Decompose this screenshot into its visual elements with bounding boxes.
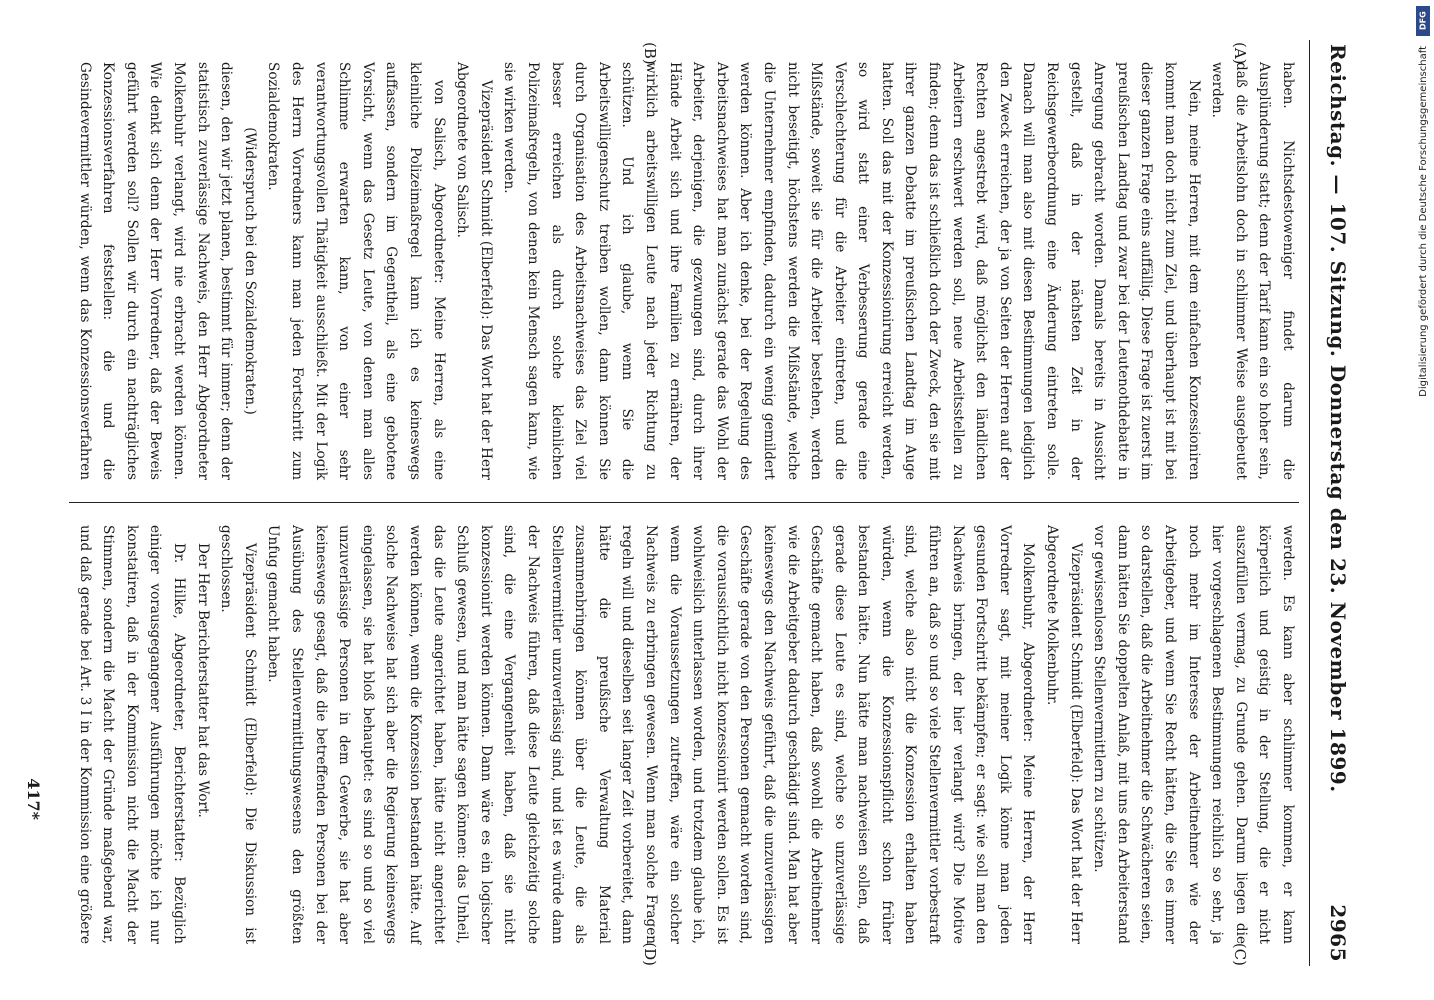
paragraph: (Widerspruch bei den Sozialdemokraten.) — [241, 127, 258, 415]
margin-marker-d: (D) — [641, 942, 659, 966]
paragraph: haben. Nichtsdestoweniger findet darum die Ausplünderung statt; denn der Tarif kann ein so hoher sein, daß die Arbeitslohn doch in schlimmer Weise ausgebeutet werden. — [1209, 62, 1296, 480]
margin-marker-c: (C) — [1231, 942, 1249, 966]
dfg-logo-icon: DFG — [1416, 6, 1430, 36]
paragraph: Vizepräsident Schmidt (Elberfeld): Das Wort hat der Herr Abgeordnete von Salisch. — [454, 62, 494, 480]
document-page — [10, 0, 1380, 1000]
margin-marker-b: (B) — [641, 42, 659, 65]
credit-strip — [1412, 0, 1434, 1000]
credit-text: Digitalisierung gefördert durch die Deutsche Forschungsgemeinschaft — [1417, 46, 1429, 397]
paragraph: Dr. Hilke, Abgeordneter, Berichterstatter: Bezüglich einiger vorausgegangener Ausführungen möchte ich nur konstatiren, daß in der Kommission nicht die Macht der Stimmen, sondern die Macht der Gründe maßgebend war, und daß gerade bei Art. 3 I in der Kommission eine größere — [76, 525, 188, 944]
paragraph: diesen, den wir jetzt planen, bestimmt für immer; denn der statistisch zuverlässige Nachweis, den Herr Abgeordneter Molkenbuhr verlangt, wird nie erbracht werden können. Wie denkt sich denn der Herr Vorredner, daß der Beweis geführt werden soll? Sollen wir durch ein nachträgliches Konzessionsverfahren feststellen: die und die Gesindevermittler würden, wenn das Konzessionsverfahren — [76, 62, 235, 480]
paragraph: werden. Es kann aber schlimmer kommen, er kann körperlich und geistig in der Stellung, die er nicht auszufüllen vermag, zu Grunde gehen. Darum liegen die hier vorgeschlagenen Bestimmungen reichlich so sehr, ja noch mehr im Interesse der Arbeitnehmer wie der Arbeitgeber, und wenn Sie Recht hätten, die Sie es immer so darstellen, daß die Arbeitnehmer die Schwächeren seien, dann hätten Sie doppelten Anlaß, mit uns den Arbeiterstand vor gewissenlosen Stellenvermittlern zu schützen. — [1091, 525, 1296, 944]
header-title: Reichstag. — 107. Sitzung. Donnerstag den 23. November 1899. — [1326, 44, 1350, 793]
paragraph: Vizepräsident Schmidt (Elberfeld): Das Wort hat der Herr Abgeordnete Molkenbuhr. — [1044, 525, 1084, 944]
margin-marker-a: (A) — [1231, 42, 1249, 65]
paragraph: Vizepräsident Schmidt (Elberfeld): Die Diskussion ist geschlossen. — [218, 525, 258, 944]
left-column — [69, 40, 1299, 503]
paragraph: Nein, meine Herren, mit dem einfachen Konzessioniren kommt man doch nicht zum Ziel, und überhaupt ist mit bei dieser ganzen Frage eins auffällig. Diese Frage ist zuerst im preußischen Landtag und zwar bei der Leutenothdebatte in Anregung gebracht worden. Damals bereits in Aussicht gestellt, daß in der nächsten Zeit in der Reichsgewerbeordnung eine Änderung eintreten solle. Danach will man also mit diesen Bestimmungen lediglich den Zweck erreichen, der ja von Seiten der Herren auf der Rechten angestrebt wird, daß möglichst den ländlichen Arbeitern erschwert werden soll, neue Arbeitsstellen zu finden; denn das ist schließlich doch der Zweck, den sie mit ihrer ganzen Debatte im preußischen Landtag im Auge hatten. Soll das mit der Konzessionirung erreicht werden, so wird statt einer Verbesserung gerade eine Verschlechterung für die Arbeiter eintreten, und die Mißstände, soweit sie für die Arbeiter bestehen, werden nicht beseitigt, höchstens werden die Mißstände, welche die Unternehmer empfinden, dadurch ein wenig gemildert werden können. Aber ich denke, bei der Regelung des Arbeitsnachweises hat man zunächst gerade das Wohl der Arbeiter, derjenigen, die gezwungen sind, durch ihrer Hände Arbeit sich und ihre Familien zu ernähren, der wirklich arbeitswilligen Leute nach jeder Richtung zu schützen. Und ich glaube, wenn Sie die Arbeitswilligenschutz treiben wollen, dann können Sie durch Organisation des Arbeitsnachweises das Ziel viel besser erreichen als durch solche kleinlichen Polizeimaßregeln, von denen kein Mensch sagen kann, wie sie wirken werden. — [501, 62, 1202, 480]
right-column — [69, 503, 1299, 966]
signature-mark: 417* — [24, 778, 43, 820]
paragraph: von Salisch, Abgeordneter: Meine Herren, als eine kleinliche Polizeimaßregel kann ich es keineswegs auffassen, sondern im Gegentheil, als eine gebotene Vorsicht, wenn das Gesetz Leute, von denen man alles Schlimme erwarten kann, von einer sehr verantwortungsvollen Thätigkeit ausschließt. Mit der Logik des Herrn Vorredners kann man jeden Fortschritt zum Sozialdemokraten. — [265, 62, 447, 480]
paragraph: Der Herr Berichterstatter hat das Wort. — [194, 543, 211, 818]
paragraph: Molkenbuhr, Abgeordneter: Meine Herren, der Herr Vorredner sagt, mit meiner Logik könne man jeden gesunden Fortschritt bekämpfen; er sagt: wie soll man den Nachweis bringen, der hier verlangt wird? Die Motive führen an, daß so und so viele Stellenvermittler vorbestraft sind, welche also nicht die Konzession erhalten haben würden, wenn die Konzessionspflicht schon früher bestanden hätte. Nun hätte man nachweisen sollen, daß gerade diese Leute es sind, welche so unzuverlässige Geschäfte gemacht haben, daß sowohl die Arbeitnehmer wie die Arbeitgeber dadurch geschädigt sind. Man hat aber keineswegs den Nachweis geführt, daß die unzuverlässigen Geschäfte gerade von den Personen gemacht worden sind, die voraussichtlich nicht konzessionirt werden sollen. Es ist wohlweislich unterlassen worden, und trotzdem glaube ich, wenn die Voraussetzungen zutreffen, wäre ein solcher Nachweis zu erbringen gewesen. Wenn man solche Fragen regeln will und dieselben seit langer Zeit vorbereitet, dann hätte die preußische Verwaltung Material zusammenbringen können über die Leute, die als Stellenvermittler unzuverlässig sind, und ist es würde dann der Nachweis führen, daß diese Leute gleichzeitig solche sind, die eine Vergangenheit haben, daß sie nicht konzessionirt werden können. Dann wäre es ein logischer Schluß gewesen, und man hätte sagen können: das Unheil, das die Leute angerichtet haben, hätte nicht angerichtet werden können, wenn die Konzession bestanden hätte. Auf solche Nachweise hat sich aber die Regierung keineswegs eingelassen, sie hat bloß behauptet: es sind so und so viel unzuverlässige Personen in dem Gewerbe, sie hat aber keineswegs gesagt, daß die betreffenden Personen bei der Ausübung des Stellenvermittlungswesens den größten Unfug gemacht haben. — [265, 525, 1037, 944]
text-columns — [69, 40, 1299, 966]
page-number: 2965 — [1326, 904, 1350, 962]
page-header — [1309, 40, 1350, 966]
